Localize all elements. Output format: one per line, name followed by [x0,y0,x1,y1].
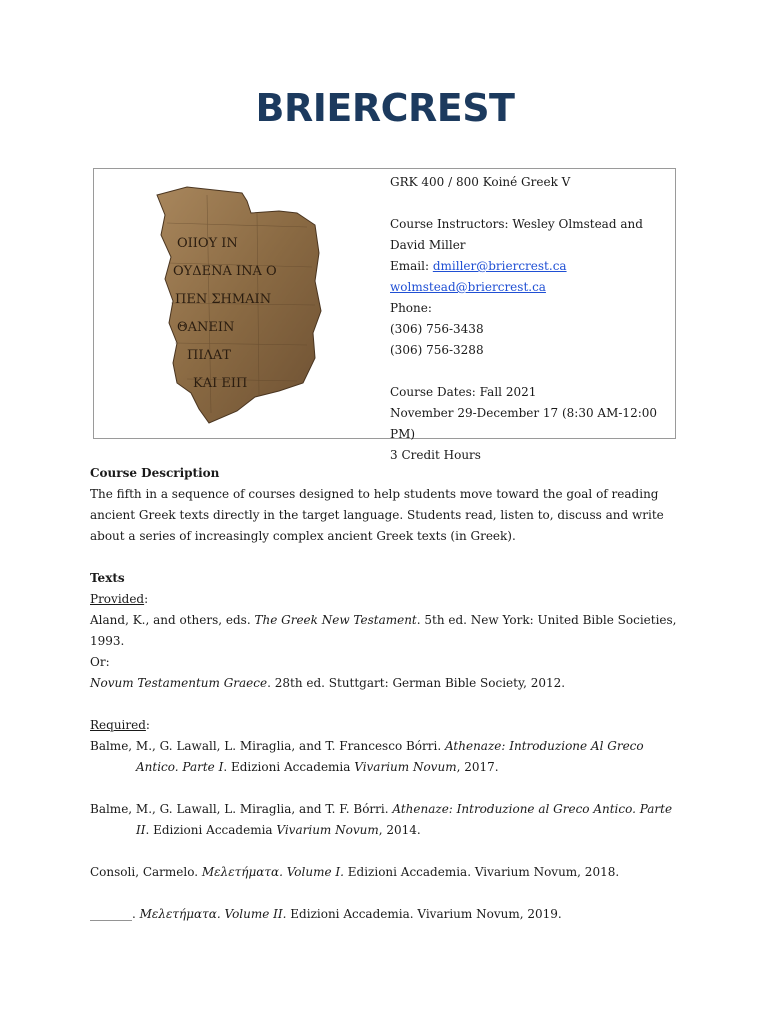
course-info [390,172,674,466]
description-heading: Course Description [90,466,220,480]
credit-hours: 3 Credit Hours [390,448,481,462]
required-label: Required: [90,718,150,732]
papyrus-line: ΟΥΔΕΝΑ ΙΝΑ Ο [173,264,277,279]
texts-heading: Texts [90,571,125,585]
citation-aland: Aland, K., and others, eds. The Greek New Testament. 5th ed. New York: United Bible Societies, 1993. [90,613,677,648]
phone-number: (306) 756-3288 [390,343,484,357]
citation-consoli-1: Consoli, Carmelo. Μελετήματα. Volume I. Edizioni Accademia. Vivarium Novum, 2018. [90,865,620,879]
provided-label: Provided: [90,592,149,606]
course-dates: November 29-December 17 (8:30 AM-12:00 PM) [390,406,658,441]
email-label: Email: [390,259,433,273]
papyrus-line: ΟΙΙΟΥ ΙΝ [177,236,238,251]
papyrus-line: ΘΑΝΕΙΝ [177,320,235,335]
email-link-dmiller[interactable]: dmiller@briercrest.ca [432,259,567,273]
email-link-wolmstead[interactable]: wolmstead@briercrest.ca [390,280,546,294]
citation-novum: Novum Testamentum Graece. 28th ed. Stuttgart: German Bible Society, 2012. [90,676,566,690]
course-dates-label: Course Dates: Fall 2021 [390,385,537,399]
course-code: GRK 400 / 800 Koiné Greek V [390,175,571,189]
citation-consoli-2: _______. Μελετήματα. Volume II. Edizioni Accademia. Vivarium Novum, 2019. [90,907,562,921]
citation-balme-2: Balme, M., G. Lawall, L. Miraglia, and T. F. Bórri. Athenaze: Introduzione al Greco Antico. Parte II. Edizioni Accademia Vivarium Novum, 2014. [90,802,673,837]
papyrus-line: ΠΕΝ ΣΗΜΑΙΝ [175,292,272,307]
papyrus-fragment-image [147,183,334,427]
papyrus-line: ΚΑΙ ΕΙΠ [193,376,248,391]
citation-balme-1: Balme, M., G. Lawall, L. Miraglia, and T. Francesco Bórri. Athenaze: Introduzione Al Greco Antico. Parte I. Edizioni Accademia Vivarium Novum, 2017. [90,739,644,774]
syllabus-body [90,463,680,925]
email-line-2 [390,277,674,298]
briercrest-logo: BRIERCREST [255,86,515,130]
course-info-box [93,168,676,462]
papyrus-line: ΠΙΛΑΤ [187,348,231,363]
or-label: Or: [90,655,110,669]
description-text: The fifth in a sequence of courses designed to help students move toward the goal of reading ancient Greek texts directly in the target language. Students read, listen to, discuss and write about a series of increasingly complex ancient Greek texts (in Greek). [90,487,664,543]
email-line [390,256,674,277]
phone-number: (306) 756-3438 [390,322,484,336]
course-instructors: Course Instructors: Wesley Olmstead and David Miller [390,217,643,252]
phone-label: Phone: [390,301,432,315]
